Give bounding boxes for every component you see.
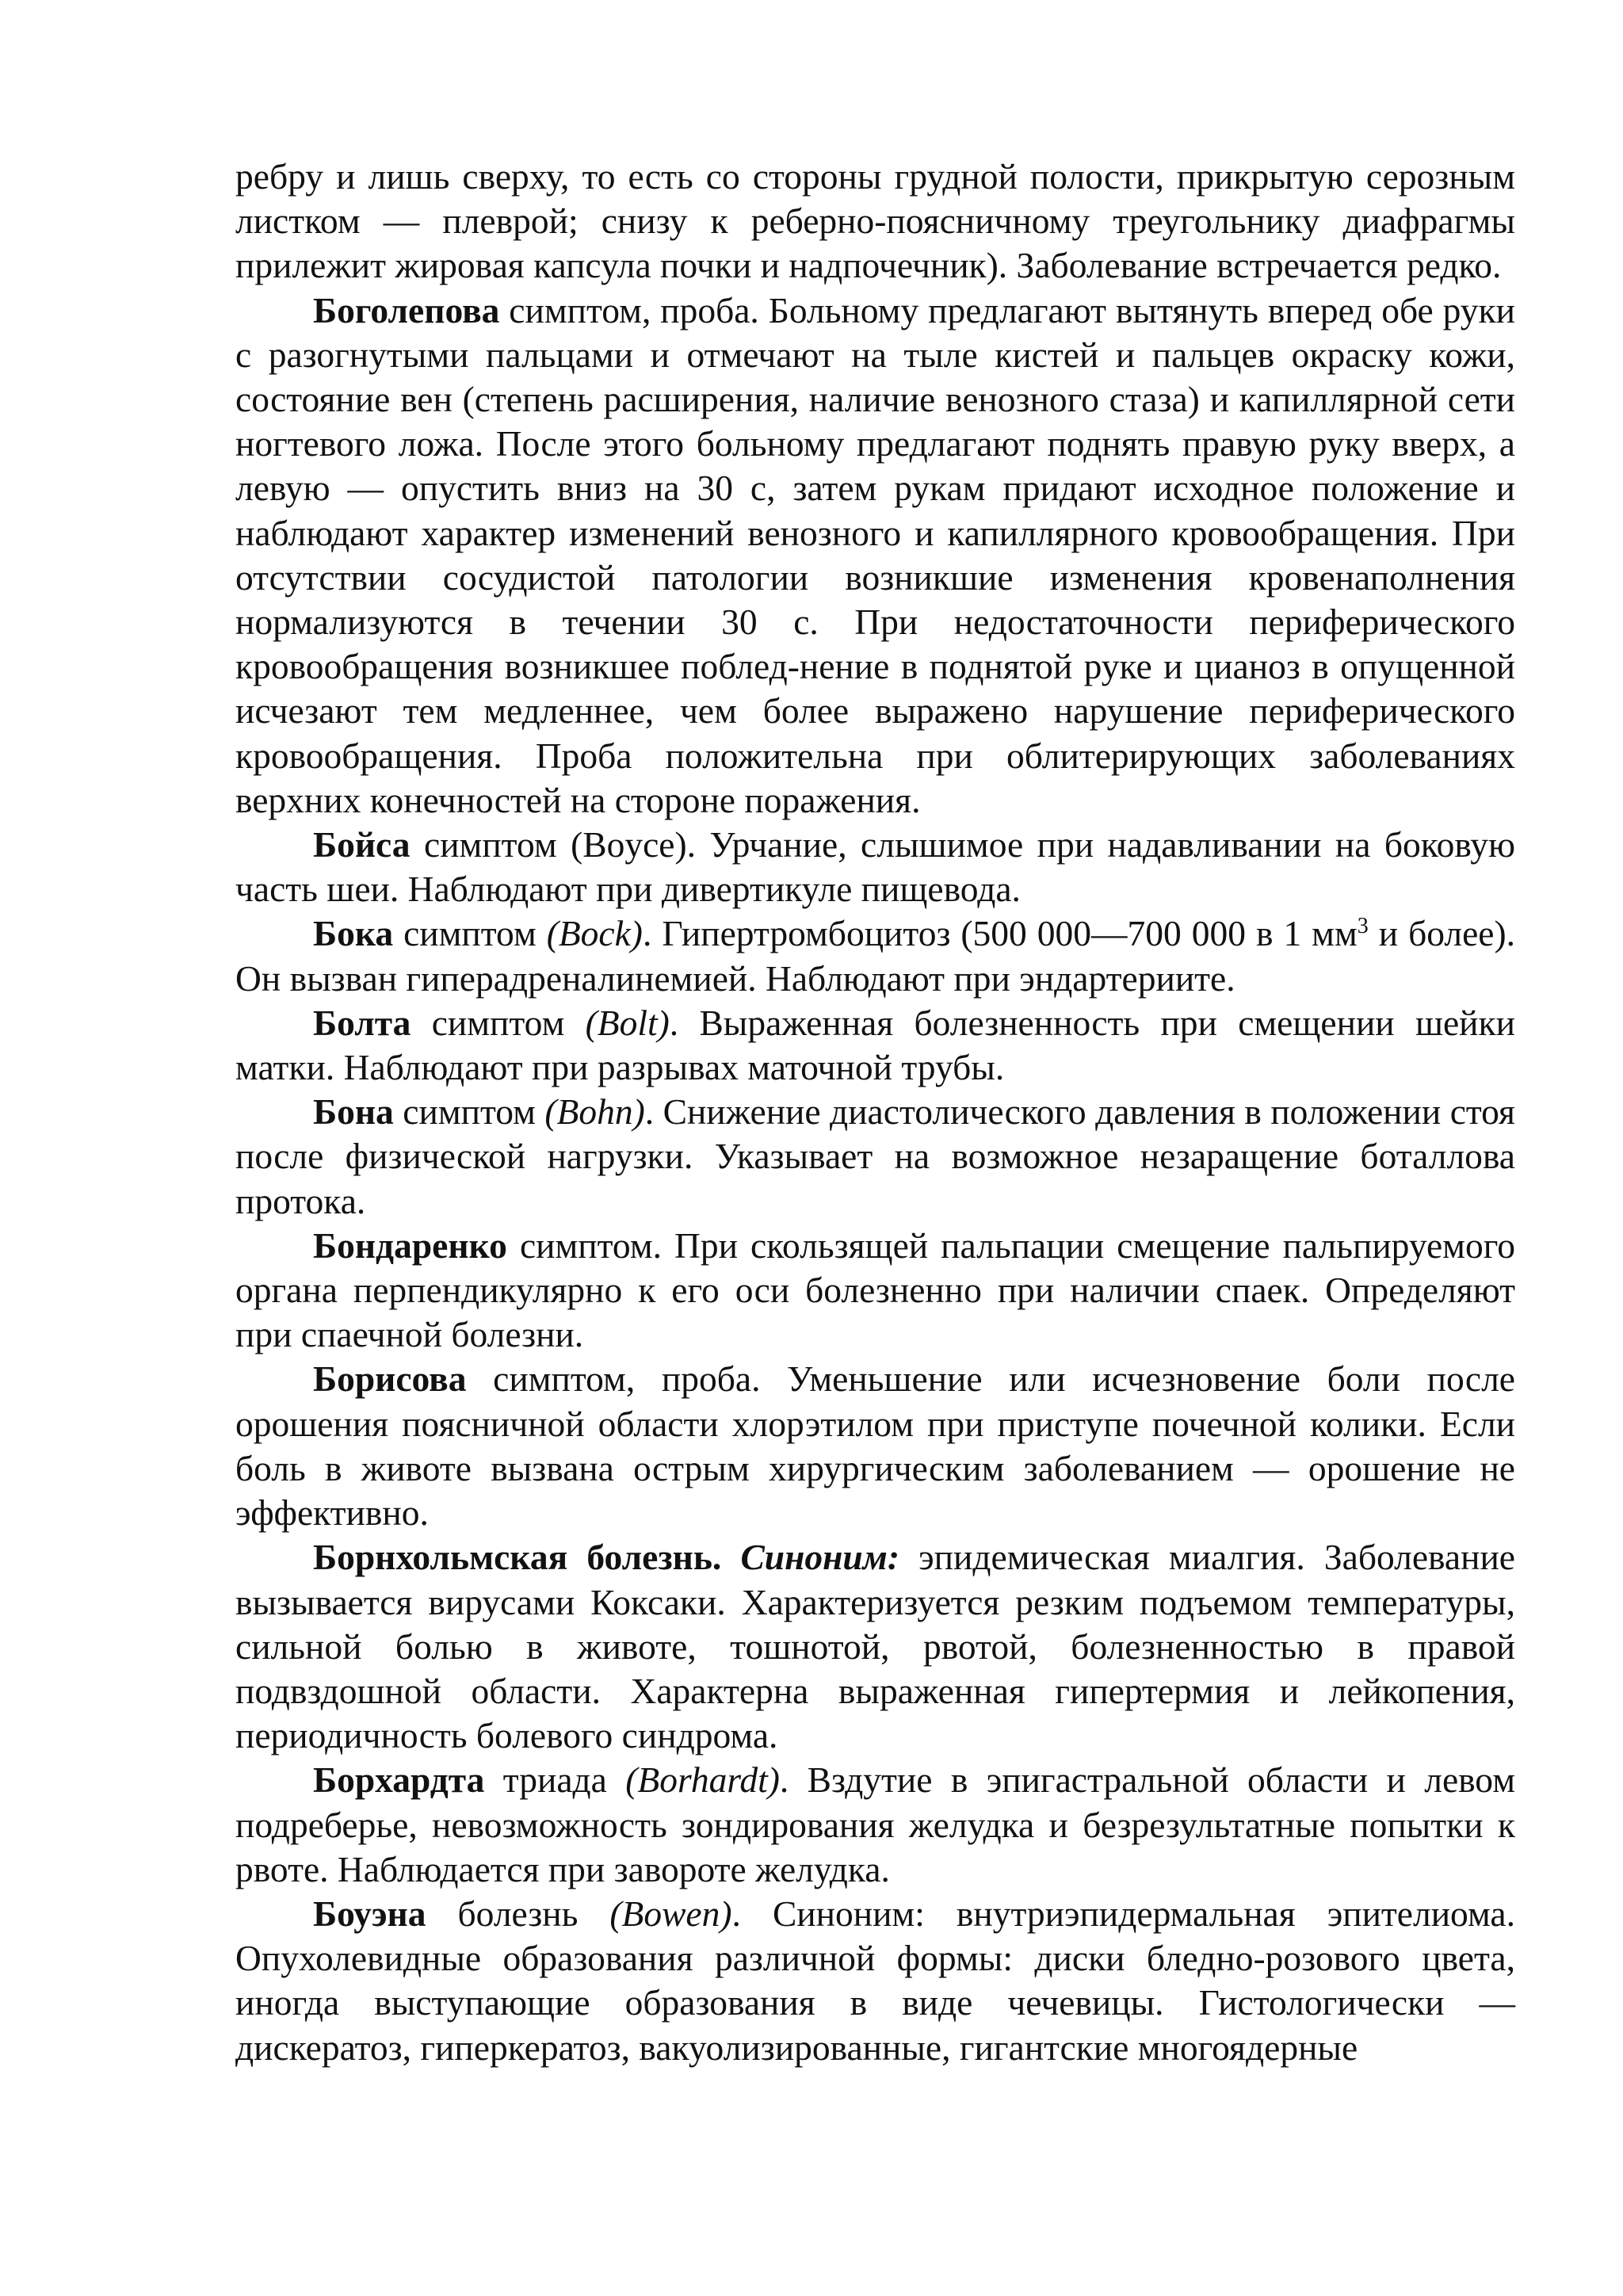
entry-text: . Гипертромбоцитоз (500 000—700 000 в 1 мм — [642, 913, 1358, 954]
document-page — [235, 155, 1515, 2070]
entry-bondarenko — [235, 1224, 1515, 1358]
entry-before: симптом — [393, 913, 547, 954]
continuation-paragraph: ребру и лишь сверху, то есть со стороны грудной полости, прикрытую серозным листком — плеврой; снизу к реберно-поясничному треугольнику диафрагмы прилежит жировая капсула почки и надпочечник). Заболевание встречается редко. — [235, 156, 1515, 286]
entry-bowen — [235, 1892, 1515, 2070]
entry-term: Бойса — [313, 824, 411, 865]
entry-text: . Синоним: внутриэпидермальная эпителиома. Опухолевидные образования различной формы: диски бледно-розового цвета, иногда выступающие образования в виде чечевицы. Гистологически — дискератоз, гиперкератоз, вакуолизированные, гигантские многоядерные — [235, 1893, 1515, 2068]
entry-term: Боуэна — [313, 1893, 426, 1934]
entry-text-after: и более). Он вызван гиперадреналинемией. Наблюдают при эндартериите. — [235, 913, 1515, 999]
entry-borisov — [235, 1357, 1515, 1535]
entry-latin-name: (Bock) — [546, 913, 643, 954]
entry-boyce — [235, 823, 1515, 911]
entry-text: симптом. При скользящей пальпации смещение пальпируемого органа перпендикулярно к его оси болезненно при наличии спаек. Определяют при спаечной болезни. — [235, 1224, 1515, 1355]
entry-term: Бона — [313, 1091, 394, 1133]
entry-bolt — [235, 1001, 1515, 1090]
entry-latin-name: (Bohn) — [544, 1091, 645, 1133]
entry-latin-name: (Bolt) — [585, 1002, 670, 1043]
entry-text: . Снижение диастолического давления в положении стоя после физической нагрузки. Указывает на возможное незаращение боталлова протока. — [235, 1091, 1515, 1221]
entry-bohn — [235, 1090, 1515, 1224]
entry-before: триада — [484, 1759, 626, 1801]
entry-text: . Выраженная болезненность при смещении шейки матки. Наблюдают при разрывах маточной трубы. — [235, 1002, 1515, 1088]
entry-term: Болта — [313, 1002, 411, 1043]
entry-synonym-label: Синоним: — [740, 1537, 899, 1578]
entry-text: симптом, проба. Больному предлагают вытянуть вперед обе руки с разогнутыми пальцами и отмечают на тыле кистей и пальцев окраску кожи, состояние вен (степень расширения, наличие венозного стаза) и капиллярной сети ногтевого ложа. После этого больному предлагают поднять правую руку вверх, а левую — опустить вниз на 30 с, затем рукам придают исходное положение и наблюдают характер изменений венозного и капиллярного кровообращения. При отсутствии сосудистой патологии возникшие изменения кровенаполнения нормализуются в течении 30 с. При недостаточности периферического кровообращения возникшее поблед-нение в поднятой руке и цианоз в опущенной исчезают тем медленнее, чем более выражено нарушение периферического кровообращения. Проба положительна при облитерирующих заболеваниях верхних конечностей на стороне поражения. — [235, 289, 1515, 820]
entry-latin-name: (Bowen) — [609, 1893, 732, 1934]
entry-text: . Вздутие в эпигастральной области и левом подреберье, невозможность зондирования желудка и безрезультатные попытки к рвоте. Наблюдается при завороте желудка. — [235, 1759, 1515, 1889]
entry-text: эпидемическая миалгия. Заболевание вызывается вирусами Коксаки. Характеризуется резким подъемом температуры, сильной болью в животе, тошнотой, рвотой, болезненностью в правой подвздошной области. Характерна выраженная гипертермия и лейкопения, периодичность болевого синдрома. — [235, 1537, 1515, 1756]
entry-latin-name: (Borhardt) — [625, 1759, 780, 1801]
entry-before: болезнь — [426, 1893, 610, 1934]
entry-term: Борхардта — [313, 1759, 485, 1801]
entry-term: Боголепова — [313, 289, 500, 330]
entry-term: Бока — [313, 913, 394, 954]
entry-text: симптом, проба. Уменьшение или исчезновение боли после орошения поясничной области хлорэтилом при приступе почечной колики. Если боль в животе вызвана острым хирургическим заболеванием — орошение не эффективно. — [235, 1358, 1515, 1534]
entry-bornholm — [235, 1535, 1515, 1758]
entry-term: Борнхольмская болезнь. — [313, 1537, 722, 1578]
entry-term: Бондаренко — [313, 1224, 507, 1266]
entry-text: симптом (Boyce). Урчание, слышимое при надавливании на боковую часть шеи. Наблюдают при дивертикуле пищевода. — [235, 824, 1515, 910]
entry-before: симптом — [393, 1091, 545, 1133]
entry-bogolepov — [235, 288, 1515, 823]
entry-term: Борисова — [313, 1358, 467, 1400]
entry-borhardt — [235, 1758, 1515, 1892]
entry-bock — [235, 911, 1515, 1000]
entry-superscript: 3 — [1357, 914, 1369, 939]
entry-before: симптом — [411, 1002, 586, 1043]
